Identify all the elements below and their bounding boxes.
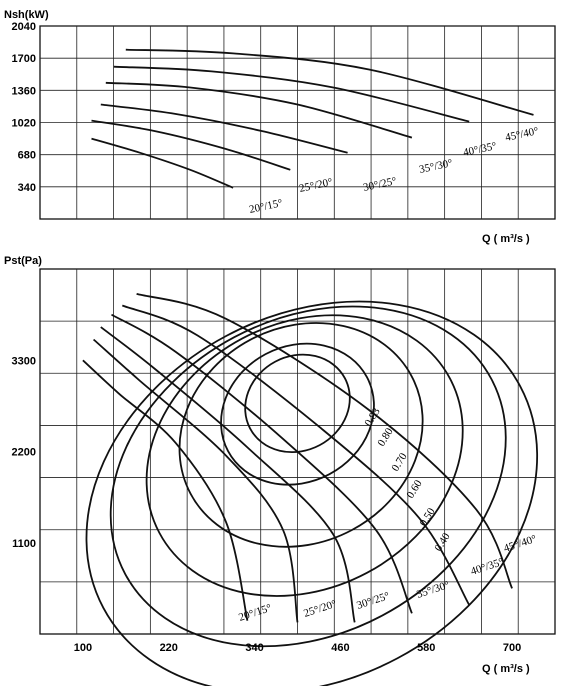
pressure-x-tick-label: 100 xyxy=(73,642,93,654)
efficiency-contour-label: 0.40 xyxy=(432,530,453,554)
pressure-series-line xyxy=(112,315,412,614)
pressure-y-ticks xyxy=(12,355,36,550)
efficiency-contour xyxy=(140,281,462,589)
power-series-label: 35°/30° xyxy=(418,157,454,176)
pressure-x-tick-label: 340 xyxy=(245,642,264,654)
efficiency-contour-label: 0.83 xyxy=(362,405,383,429)
pressure-x-tick-label: 700 xyxy=(502,642,522,654)
pressure-panel xyxy=(4,225,565,686)
pressure-x-axis-title: Q ( m³/s ) xyxy=(482,663,530,675)
power-y-tick-label: 1700 xyxy=(11,53,36,66)
pressure-y-axis-title: Pst(Pa) xyxy=(4,255,42,267)
pressure-series-label: 35°/30° xyxy=(415,578,452,601)
pressure-series-line xyxy=(101,327,355,622)
efficiency-contour-label: 0.60 xyxy=(404,477,425,501)
efficiency-contour xyxy=(97,261,512,650)
power-y-tick-label: 680 xyxy=(17,149,36,162)
power-x-axis-title: Q ( m³/s ) xyxy=(482,233,530,245)
power-series-label: 25°/20° xyxy=(298,176,334,195)
pressure-y-tick-label: 3300 xyxy=(11,355,36,368)
pressure-series-label: 45°/40° xyxy=(502,532,539,555)
power-y-tick-label: 1360 xyxy=(11,85,36,98)
efficiency-contour xyxy=(18,225,565,686)
power-y-ticks xyxy=(12,21,36,194)
power-series-label: 40°/35° xyxy=(462,140,498,159)
power-y-axis-title: Nsh(kW) xyxy=(4,9,49,21)
efficiency-contour-label: 0.50 xyxy=(417,505,438,529)
power-y-tick-label: 1020 xyxy=(11,117,36,130)
pressure-series-label: 25°/20° xyxy=(302,597,339,620)
power-series-label: 20°/15° xyxy=(248,197,284,216)
power-y-tick-label: 340 xyxy=(17,181,36,194)
power-grid xyxy=(40,26,555,219)
pressure-x-tick-label: 460 xyxy=(331,642,350,654)
power-series-line xyxy=(92,139,234,188)
pressure-y-tick-label: 2200 xyxy=(11,446,36,459)
efficiency-contours xyxy=(18,225,565,686)
power-panel xyxy=(4,9,555,245)
pressure-series-label: 20°/15° xyxy=(237,601,274,624)
power-series-label: 30°/25° xyxy=(362,175,398,194)
pressure-x-tick-label: 220 xyxy=(159,642,178,654)
power-series xyxy=(92,50,534,188)
efficiency-contour-label: 0.80 xyxy=(375,425,396,449)
power-y-tick-label: 2040 xyxy=(11,21,36,33)
pressure-series-label: 40°/35° xyxy=(469,555,506,578)
pressure-series-label: 30°/25° xyxy=(355,589,392,612)
pressure-x-tick-label: 580 xyxy=(417,642,436,654)
power-series-label: 45°/40° xyxy=(504,125,540,144)
efficiency-contour-label: 0.70 xyxy=(389,450,410,474)
pressure-y-tick-label: 1100 xyxy=(12,537,36,550)
